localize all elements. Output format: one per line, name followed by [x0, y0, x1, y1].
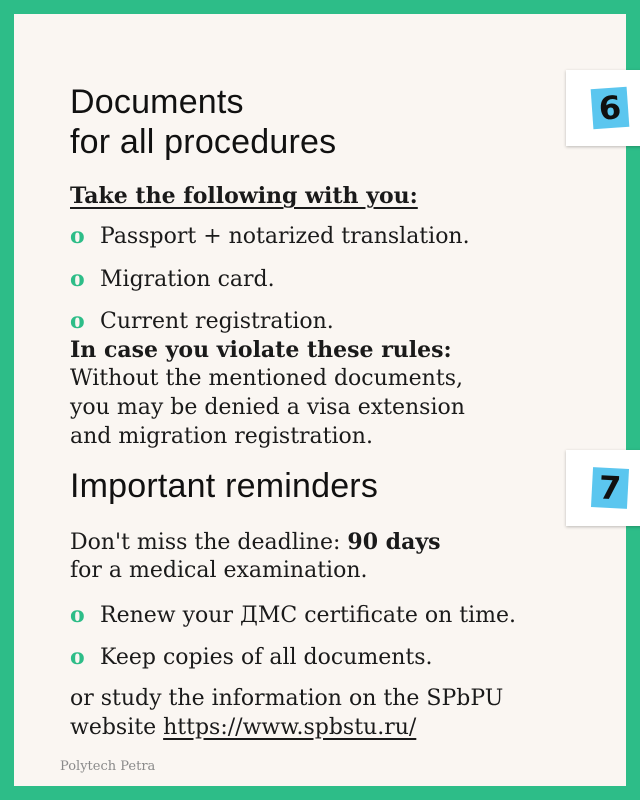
bullet-mark: o [70, 223, 85, 249]
list-item-text: Keep copies of all documents. [100, 645, 433, 670]
list-item [70, 265, 275, 294]
footer-brand: Polytech Petra [60, 759, 156, 774]
deadline-prefix: Don't miss the deadline: [70, 530, 348, 555]
deadline-line [70, 528, 441, 557]
step-number-7: 7 [591, 467, 629, 509]
bullet-mark: o [70, 308, 85, 334]
list-item-text: Renew your ДМС certificate on time. [100, 603, 517, 628]
list-item [70, 643, 433, 672]
section-1-title-line-2: for all procedures [70, 123, 337, 161]
bullet-mark: o [70, 644, 85, 670]
info-line: or study the information on the SPbPU [70, 686, 504, 711]
deadline-suffix: for a medical examination. [70, 558, 368, 583]
step-number-6: 6 [591, 87, 630, 129]
list-item [70, 222, 470, 251]
take-with-you-heading: Take the following with you: [70, 183, 418, 209]
violation-heading: In case you violate these rules: [70, 337, 452, 363]
list-item [70, 601, 516, 630]
bullet-mark: o [70, 602, 85, 628]
violation-text-line-3: and migration registration. [70, 424, 373, 449]
website-link[interactable]: https://www.spbstu.ru/ [163, 715, 417, 740]
list-item-text: Current registration. [100, 309, 334, 334]
bullet-mark: o [70, 266, 85, 292]
list-item-text: Migration card. [100, 267, 275, 292]
violation-text-line-2: you may be denied a visa extension [70, 395, 465, 420]
document-card [14, 14, 626, 786]
section-1-title-line-1: Documents [70, 83, 244, 121]
violation-text-line-1: Without the mentioned documents, [70, 366, 463, 391]
step-badge-7 [566, 450, 640, 526]
website-prefix: website [70, 715, 164, 740]
list-item-text: Passport + notarized translation. [100, 224, 470, 249]
deadline-value: 90 days [347, 529, 441, 555]
step-badge-6 [566, 70, 640, 146]
section-1-title [70, 82, 336, 162]
section-2-title: Important reminders [70, 467, 379, 505]
list-item [70, 307, 334, 336]
website-line [70, 714, 416, 742]
